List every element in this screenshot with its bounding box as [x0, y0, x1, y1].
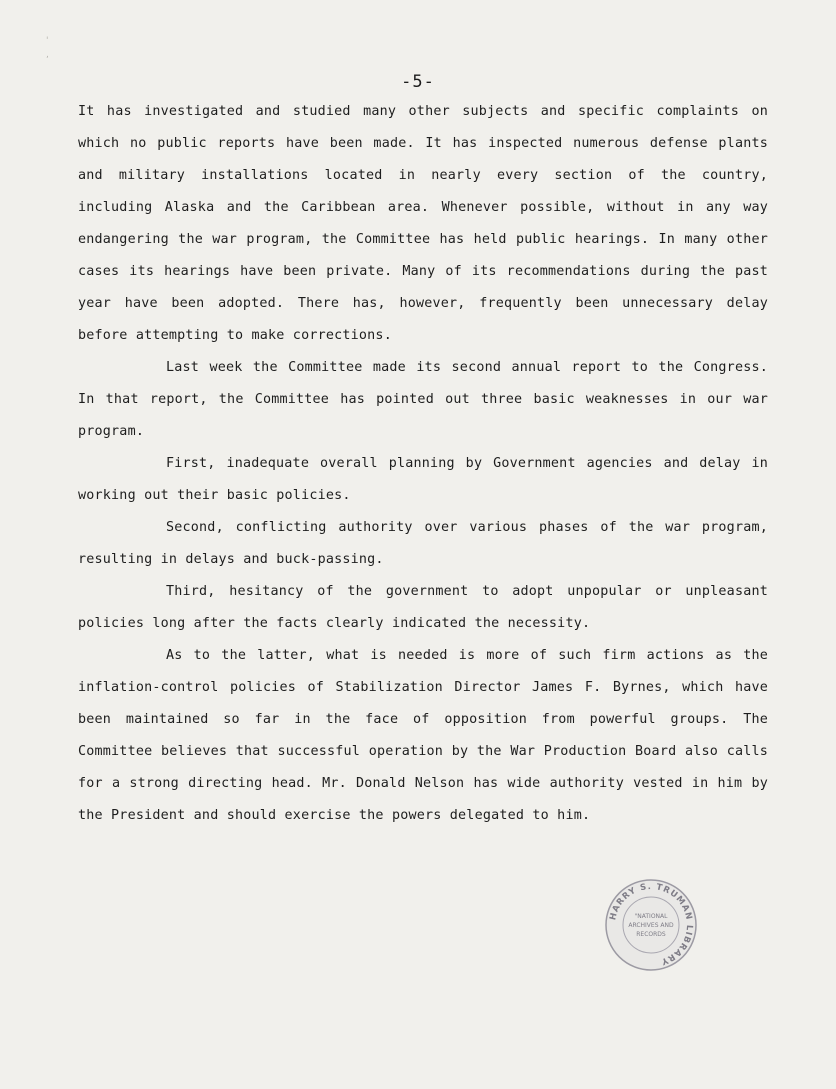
paragraph-3: First, inadequate overall planning by Government agencies and delay in working out their basic policies. [78, 456, 768, 503]
paragraph-4: Second, conflicting authority over various phases of the war program, resulting in delays and buck-passing. [78, 520, 768, 567]
paragraph-5: Third, hesitancy of the government to adopt unpopular or unpleasant policies long after the facts clearly indicated the necessity. [78, 584, 768, 631]
archive-stamp [604, 878, 698, 972]
stamp-inner-line-2: ARCHIVES AND [628, 922, 674, 929]
stamp-ring-text: HARRY S. TRUMAN LIBRARY [608, 881, 695, 967]
stamp-inner-line-3: RECORDS [636, 931, 666, 938]
paragraph-1: It has investigated and studied many other subjects and specific complaints on which no public reports have been made. It has inspected numerous defense plants and military installations located in nearly every section of the country, including Alaska and the Caribbean area. Whenever possible, without in any way endangering the war program, the Committee has held public hearings. In many other cases its hearings have been private. Many of its recommendations during the past year have been adopted. There has, however, frequently been unnecessary delay before attempting to make corrections. [78, 104, 768, 343]
paragraph-6: As to the latter, what is needed is more of such firm actions as the inflation-control policies of Stabilization Director James F. Byrnes, which have been maintained so far in the face of opposition from powerful groups. The Committee believes that successful operation by the War Production Board also calls for a strong directing head. Mr. Donald Nelson has wide authority vested in him by the President and should exercise the powers delegated to him. [78, 648, 768, 823]
stamp-inner-line-1: "NATIONAL [634, 913, 668, 920]
page-number: -5- [401, 72, 435, 92]
document-body [78, 96, 768, 832]
margin-marks: ' , [46, 36, 49, 60]
paragraph-2: Last week the Committee made its second annual report to the Congress. In that report, the Committee has pointed out three basic weaknesses in our war program. [78, 360, 768, 439]
